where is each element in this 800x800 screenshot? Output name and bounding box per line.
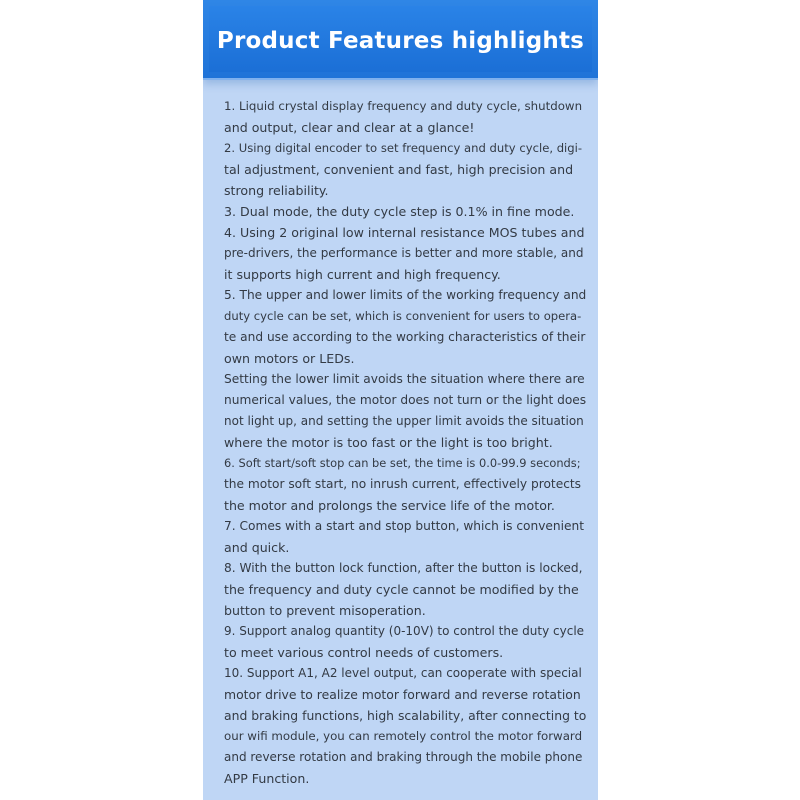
feature-line: our wifi module, you can remotely control the motor forward <box>224 729 583 743</box>
feature-line: 10. Support A1, A2 level output, can cooperate with special <box>224 666 582 680</box>
feature-line: 4. Using 2 original low internal resistance MOS tubes and <box>224 225 585 240</box>
feature-line: motor drive to realize motor forward and reverse rotation <box>224 687 581 702</box>
features-panel <box>203 0 598 800</box>
feature-line: own motors or LEDs. <box>224 351 355 366</box>
feature-line: and reverse rotation and braking through the mobile phone <box>224 750 583 764</box>
feature-line: 5. The upper and lower limits of the working frequency and <box>224 288 587 302</box>
feature-line: and quick. <box>224 540 290 555</box>
feature-line: button to prevent misoperation. <box>224 603 426 618</box>
feature-line: not light up, and setting the upper limit avoids the situation <box>224 414 584 428</box>
feature-line: 6. Soft start/soft stop can be set, the time is 0.0-99.9 seconds; <box>224 456 581 470</box>
feature-line: numerical values, the motor does not turn or the light does <box>224 393 587 407</box>
feature-line: and braking functions, high scalability, after connecting to <box>224 708 587 723</box>
feature-line: the frequency and duty cycle cannot be modified by the <box>224 582 579 597</box>
feature-line: Setting the lower limit avoids the situation where there are <box>224 372 585 386</box>
feature-line: duty cycle can be set, which is convenient for users to opera- <box>224 309 582 323</box>
feature-line: 2. Using digital encoder to set frequency and duty cycle, digi- <box>224 141 583 155</box>
feature-line: the motor soft start, no inrush current, effectively protects <box>224 477 582 491</box>
feature-line: where the motor is too fast or the light is too bright. <box>224 435 553 450</box>
feature-line: pre-drivers, the performance is better and more stable, and <box>224 246 584 260</box>
feature-line: 1. Liquid crystal display frequency and duty cycle, shutdown <box>224 99 583 113</box>
feature-line: and output, clear and clear at a glance! <box>224 120 475 135</box>
feature-list <box>224 96 586 789</box>
title-banner-inner <box>209 6 592 72</box>
title-banner <box>203 0 598 80</box>
feature-line: APP Function. <box>224 771 310 786</box>
feature-line: 7. Comes with a start and stop button, which is convenient <box>224 519 585 533</box>
feature-line: 3. Dual mode, the duty cycle step is 0.1% in fine mode. <box>224 204 575 219</box>
feature-line: 8. With the button lock function, after the button is locked, <box>224 561 583 575</box>
feature-line: it supports high current and high frequency. <box>224 267 501 282</box>
feature-line: 9. Support analog quantity (0-10V) to control the duty cycle <box>224 624 585 638</box>
page-title: Product Features highlights <box>216 28 585 54</box>
feature-line: to meet various control needs of customers. <box>224 645 504 660</box>
feature-line: the motor and prolongs the service life of the motor. <box>224 498 555 513</box>
feature-line: te and use according to the working characteristics of their <box>224 330 586 344</box>
feature-line: strong reliability. <box>224 183 329 198</box>
feature-line: tal adjustment, convenient and fast, high precision and <box>224 162 574 177</box>
